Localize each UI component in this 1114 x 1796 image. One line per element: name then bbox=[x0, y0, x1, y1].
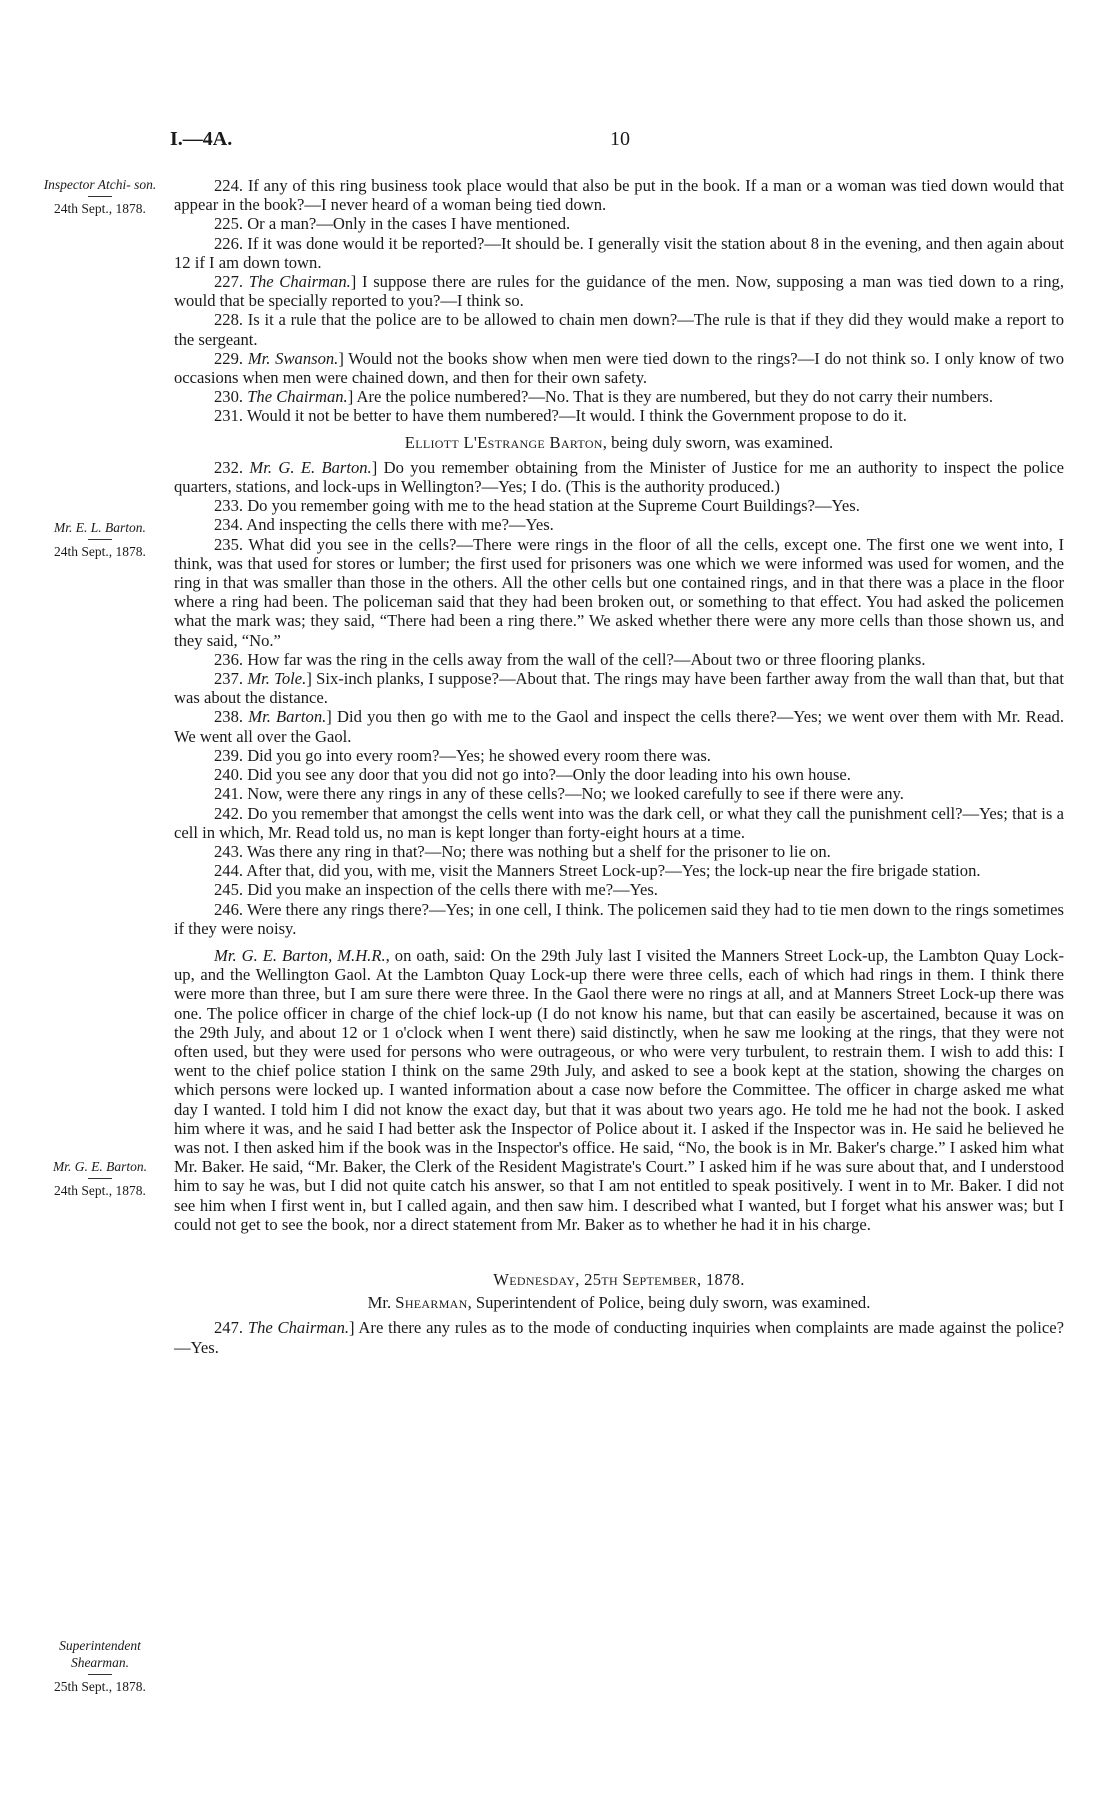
question-236: 236. How far was the ring in the cells away from the wall of the cell?—About two or three flooring planks. bbox=[214, 649, 926, 669]
question-number: 232. bbox=[214, 457, 244, 477]
question-number: 247. bbox=[214, 1318, 244, 1338]
witness-name: Elliott L'Estrange Barton bbox=[404, 432, 603, 452]
margin-date: 24th Sept., 1878. bbox=[54, 1183, 146, 1198]
question-239: 239. Did you go into every room?—Yes; he showed every room there was. bbox=[214, 745, 711, 765]
margin-rule bbox=[88, 1674, 112, 1675]
question-240: 240. Did you see any door that you did not go into?—Only the door leading into his own house. bbox=[214, 765, 851, 785]
question-224: 224. If any of this ring business took place would that also be put in the book. If a man or a woman was tied down would that appear in the book?—I never heard of a woman being tied down. bbox=[174, 176, 1064, 215]
margin-date: 25th Sept., 1878. bbox=[54, 1679, 146, 1694]
question-number: 238. bbox=[214, 707, 244, 727]
question-text: ] Are the police numbered?—No. That is they are numbered, but they do not carry their numbers. bbox=[347, 387, 993, 407]
margin-witness-name: Inspector Atchi- son. bbox=[43, 177, 157, 192]
margin-witness-name: Superintendent Shearman. bbox=[59, 1638, 141, 1670]
speaker: The Chairman. bbox=[248, 272, 351, 292]
question-text: ] Are there any rules as to the mode of conducting inquiries when complaints are made against the police?—Yes. bbox=[174, 1318, 1064, 1357]
question-231: 231. Would it not be better to have them numbered?—It would. I think the Government propose to do it. bbox=[214, 406, 907, 426]
page-number: 10 bbox=[610, 128, 630, 150]
question-text: ] Would not the books show when men were tied down to the rings?—I do not think so. I only know of two occasions when men were chained down, and then for their own safety. bbox=[174, 348, 1064, 388]
margin-note-ge-barton bbox=[30, 1158, 170, 1199]
margin-witness-name: Mr. G. E. Barton. bbox=[52, 1159, 148, 1174]
margin-rule bbox=[88, 196, 112, 197]
statement-ge-barton bbox=[174, 946, 1064, 1234]
speaker: The Chairman. bbox=[247, 1318, 350, 1338]
speaker: Mr. Barton. bbox=[248, 707, 327, 727]
date-heading bbox=[174, 1270, 1064, 1289]
margin-date: 24th Sept., 1878. bbox=[54, 544, 146, 559]
question-247 bbox=[174, 1318, 1064, 1356]
witness-heading-shearman bbox=[174, 1293, 1064, 1312]
margin-rule bbox=[88, 539, 112, 540]
sitting-date: Wednesday, 25th September, 1878. bbox=[493, 1269, 745, 1289]
question-number: 227. bbox=[214, 272, 244, 292]
question-246: 246. Were there any rings there?—Yes; in one cell, I think. The policemen said they had to tie men down to the rings sometimes if they were noisy. bbox=[174, 899, 1064, 938]
speaker: Mr. G. E. Barton. bbox=[249, 457, 372, 477]
question-237 bbox=[174, 669, 1064, 707]
question-229 bbox=[174, 349, 1064, 387]
question-text: ] Six-inch planks, I suppose?—About that. The rings may have been farther away from the wall than that, but that was about the distance. bbox=[174, 669, 1064, 708]
page-header bbox=[170, 128, 1070, 154]
margin-rule bbox=[88, 1178, 112, 1179]
speaker: Mr. Tole. bbox=[247, 669, 307, 689]
question-234: 234. And inspecting the cells there with me?—Yes. bbox=[214, 515, 554, 535]
document-reference: I.—4A. bbox=[170, 128, 233, 150]
question-232 bbox=[174, 458, 1064, 496]
question-227 bbox=[174, 272, 1064, 310]
witness-heading-el-barton bbox=[174, 433, 1064, 452]
question-number: 237. bbox=[214, 669, 244, 689]
margin-note-shearman bbox=[30, 1637, 170, 1695]
question-242: 242. Do you remember that amongst the cells went into was the dark cell, or what they call the punishment cell?—Yes; that is a cell in which, Mr. Read told us, no man is kept longer than forty-eight hours at a time. bbox=[174, 803, 1064, 842]
witness-heading-text: , being duly sworn, was examined. bbox=[602, 432, 834, 452]
question-225: 225. Or a man?—Only in the cases I have mentioned. bbox=[214, 214, 571, 234]
question-226: 226. If it was done would it be reported?—It should be. I generally visit the station about 8 in the evening, and then again about 12 if I am down town. bbox=[174, 233, 1064, 272]
margin-witness-name: Mr. E. L. Barton. bbox=[54, 520, 146, 535]
witness-heading-text: , Superintendent of Police, being duly sworn, was examined. bbox=[467, 1293, 871, 1313]
margin-note-el-barton bbox=[30, 519, 170, 560]
question-235: 235. What did you see in the cells?—There were rings in the floor of all the cells, except one. The first one we went into, I think, was that used for stores or lumber; the first used for prisoners was one which we were informed was used for women, and the ring in that was smaller than those in the others. All the other cells but one contained rings, and in that there was a place in the floor where a ring had been. The policeman said that they had been broken out, or something to that effect. You had asked the policemen what the mark was; they said, “There had been a ring there.” We asked whether there were any more cells than those shown us, and they said, “No.” bbox=[174, 534, 1064, 650]
margin-date: 24th Sept., 1878. bbox=[54, 201, 146, 216]
body-text bbox=[174, 176, 1064, 1357]
speaker: Mr. Swanson. bbox=[247, 348, 339, 368]
question-245: 245. Did you make an inspection of the cells there with me?—Yes. bbox=[214, 880, 658, 900]
question-text: ] Do you remember obtaining from the Minister of Justice for me an authority to inspect the police quarters, stations, and lock-ups in Wellington?—Yes; I do. (This is the authority produced.) bbox=[174, 457, 1064, 497]
question-228: 228. Is it a rule that the police are to be allowed to chain men down?—The rule is that if they did they would make a report to the sergeant. bbox=[174, 310, 1064, 349]
statement-text: , on oath, said: On the 29th July last I visited the Manners Street Lock-up, the Lambton Quay Lock-up, and the Wellington Gaol. At the Lambton Quay Lock-up there were three cells, each of which had rings in them. I think there were more than three, but I am sure there were three. In the Gaol there were no rings at all, and at Manners Street Lock-up there was one. The police officer in charge of the chief lock-up (I do not know his name, but that can easily be ascertained, because it was on the 29th July, and about 12 or 1 o'clock when I went there) said distinctly, when he saw me looking at the rings, that they were not often used, but they were used for persons who were outrageous, or who were very turbulent, to restrain them. I wish to add this: I went to the chief police station I think on the same 29th July, and asked to see a book kept at the station, showing the charges on which persons were locked up. I wanted information about a case now before the Committee. The officer in charge asked me what day I wanted. I told him I did not know the exact day, but that it was about two years ago. He told me he had not the book. I asked him where it was, and he said I had better ask the Inspector of Police about it. I asked if the Inspector was in. He said he believed he was not. I then asked him if the book was in the Inspector's office. He said, “No, the book is in Mr. Baker's charge.” I asked him what Mr. Baker. He said, “Mr. Baker, the Clerk of the Resident Magistrate's Court.” I asked him if he was sure about that, and I understood him to say he was, but I did not quite catch his answer, so that I am not entitled to speak positively. I went in to Mr. Baker. I did not see him when I first went in, but I called again, and then saw him. I described what I wanted, but I forget what his answer was; but I could not get to see the book, nor a direct statement from Mr. Baker as to whether he had it in his charge. bbox=[174, 945, 1065, 1234]
question-text: ] I suppose there are rules for the guidance of the men. Now, supposing a man was tied down to a ring, would that be specially reported to you?—I think so. bbox=[174, 272, 1064, 311]
question-241: 241. Now, were there any rings in any of these cells?—No; we looked carefully to see if there were any. bbox=[214, 784, 904, 804]
question-233: 233. Do you remember going with me to the head station at the Supreme Court Buildings?—Yes. bbox=[214, 496, 860, 516]
speaker: Mr. G. E. Barton, M.H.R. bbox=[214, 945, 386, 965]
witness-title: Mr. bbox=[367, 1293, 396, 1313]
speaker: The Chairman. bbox=[247, 387, 348, 407]
question-number: 229. bbox=[214, 348, 244, 368]
question-230 bbox=[174, 387, 1064, 406]
margin-note-atchison bbox=[30, 176, 170, 217]
question-243: 243. Was there any ring in that?—No; there was nothing but a shelf for the prisoner to lie on. bbox=[214, 841, 831, 861]
witness-name: Shearman bbox=[395, 1293, 468, 1313]
question-244: 244. After that, did you, with me, visit the Manners Street Lock-up?—Yes; the lock-up near the fire brigade station. bbox=[214, 861, 981, 881]
question-number: 230. bbox=[214, 387, 244, 407]
question-238 bbox=[174, 707, 1064, 745]
question-text: ] Did you then go with me to the Gaol and inspect the cells there?—Yes; we went over them with Mr. Read. We went all over the Gaol. bbox=[174, 707, 1065, 746]
